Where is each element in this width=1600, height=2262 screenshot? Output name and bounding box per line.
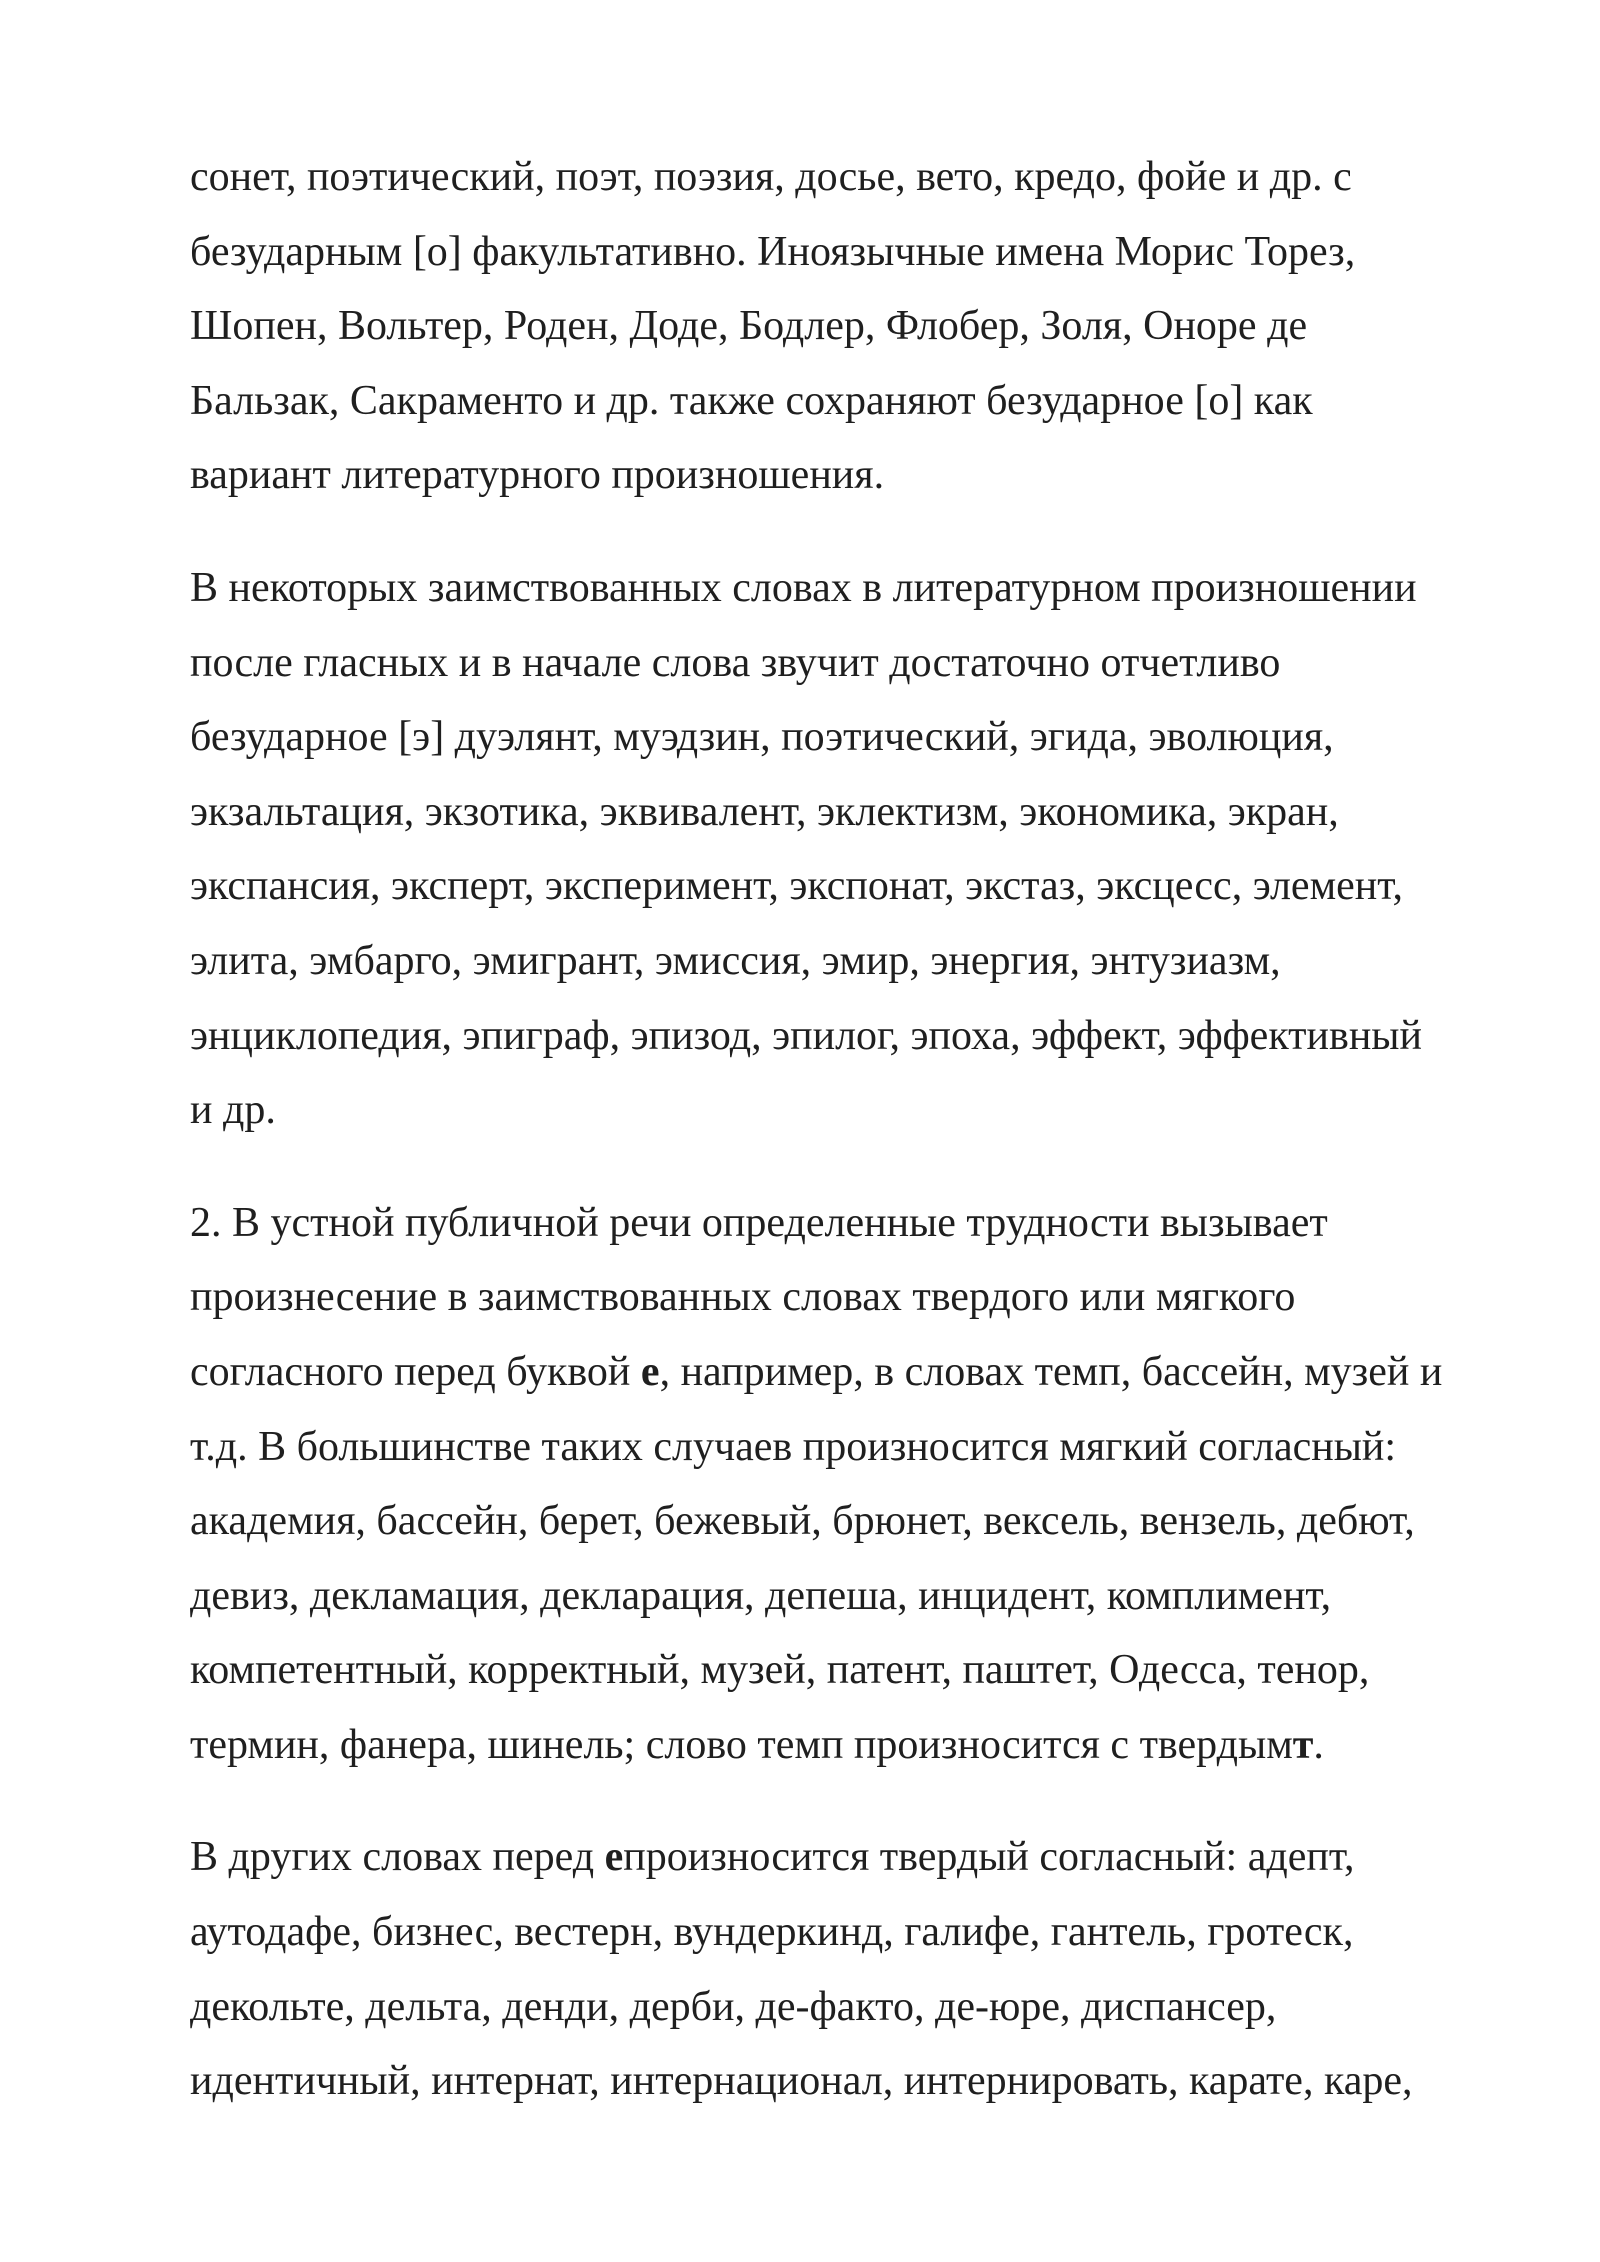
paragraph-3 <box>190 1186 1510 1783</box>
text-line: экспансия, эксперт, эксперимент, экспонат, экстаз, эксцесс, элемент, <box>190 863 1403 910</box>
text-line: аутодафе, бизнес, вестерн, вундеркинд, галифе, гантель, гротеск, <box>190 1909 1354 1956</box>
text-line: идентичный, интернат, интернационал, интернировать, карате, каре, <box>190 2058 1413 2105</box>
text-line: девиз, декламация, декларация, депеша, инцидент, комплимент, <box>190 1572 1332 1619</box>
paragraph-4 <box>190 1820 1510 2118</box>
text-line <box>190 1708 1510 1783</box>
text-line: безударное [э] дуэлянт, муэдзин, поэтический, эгида, эволюция, <box>190 714 1334 761</box>
text-line: произнесение в заимствованных словах твердого или мягкого <box>190 1274 1296 1321</box>
text-line: экзальтация, экзотика, эквивалент, эклектизм, экономика, экран, <box>190 788 1339 835</box>
text-segment: согласного перед буквой <box>190 1348 641 1395</box>
text-line <box>190 1820 1510 1895</box>
text-body <box>190 140 1510 2157</box>
paragraph-2 <box>190 551 1510 1148</box>
text-line <box>190 1335 1510 1410</box>
text-segment: термин, фанера, шинель; слово темп произносится с твердым <box>190 1721 1293 1768</box>
text-line: вариант литературного произношения. <box>190 452 885 499</box>
text-segment: произносится твердый согласный: адепт, <box>623 1834 1355 1881</box>
text-line: и др. <box>190 1087 276 1134</box>
bold-letter: е <box>604 1834 624 1881</box>
text-line: энциклопедия, эпиграф, эпизод, эпилог, эпоха, эффект, эффективный <box>190 1012 1423 1059</box>
text-segment: . <box>1313 1721 1324 1768</box>
text-line: компетентный, корректный, музей, патент, паштет, Одесса, тенор, <box>190 1647 1370 1694</box>
text-line: сонет, поэтический, поэт, поэзия, досье, вето, кредо, фойе и др. с <box>190 154 1352 200</box>
text-line: Бальзак, Сакраменто и др. также сохраняют безударное [о] как <box>190 377 1313 424</box>
text-segment: , например, в словах темп, бассейн, музей и <box>659 1348 1443 1395</box>
bold-letter: т <box>1292 1721 1314 1768</box>
text-line: после гласных и в начале слова звучит достаточно отчетливо <box>190 639 1281 686</box>
text-line: 2. В устной публичной речи определенные трудности вызывает <box>190 1199 1328 1246</box>
text-line: Шопен, Вольтер, Роден, Доде, Бодлер, Флобер, Золя, Оноре де <box>190 303 1308 350</box>
text-line: т.д. В большинстве таких случаев произносится мягкий согласный: <box>190 1423 1397 1470</box>
text-line: элита, эмбарго, эмигрант, эмиссия, эмир, энергия, энтузиазм, <box>190 937 1281 984</box>
paragraph-1 <box>190 140 1510 513</box>
text-segment: В других словах перед <box>190 1834 605 1881</box>
text-line: академия, бассейн, берет, бежевый, брюнет, вексель, вензель, дебют, <box>190 1498 1415 1545</box>
text-line: декольте, дельта, денди, дерби, де-факто, де-юре, диспансер, <box>190 1983 1277 2030</box>
bold-letter: е <box>640 1348 660 1395</box>
text-line: безударным [о] факультативно. Иноязычные имена Морис Торез, <box>190 228 1356 275</box>
text-line: В некоторых заимствованных словах в литературном произношении <box>190 564 1417 611</box>
